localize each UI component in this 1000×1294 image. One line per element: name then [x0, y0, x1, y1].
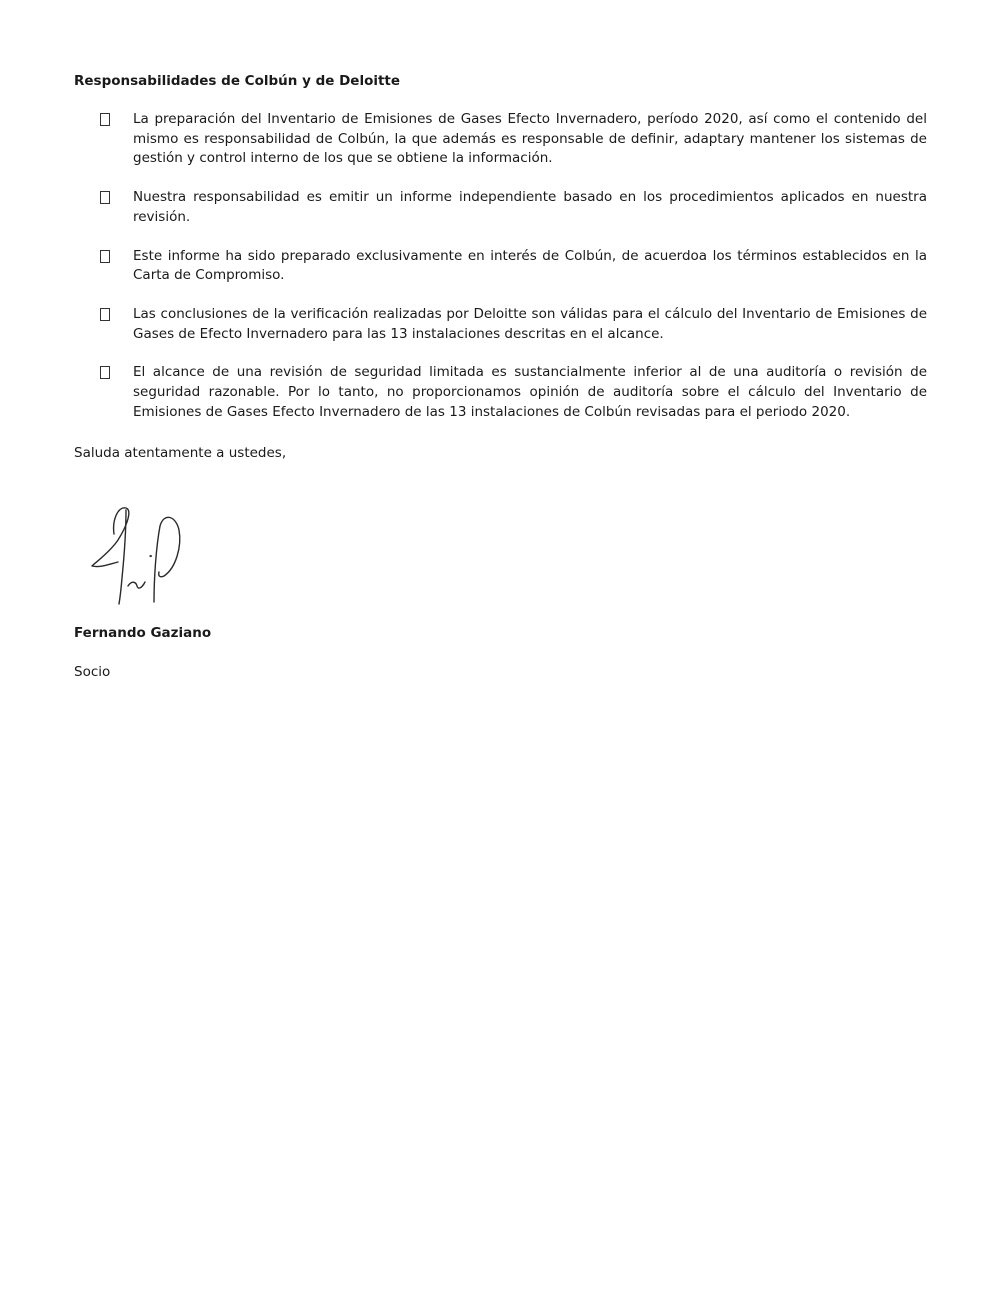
- list-item: [0, 305, 1000, 344]
- list-item: [0, 110, 1000, 169]
- signer-role: Socio: [74, 664, 111, 680]
- missing-glyph-box-icon: [100, 308, 110, 321]
- responsibilities-list: [0, 110, 1000, 441]
- closing-salutation: Saluda atentamente a ustedes,: [74, 445, 287, 461]
- list-item: [0, 363, 1000, 422]
- missing-glyph-box-icon: [100, 250, 110, 263]
- handwritten-signature-icon: [84, 498, 194, 610]
- list-item: [0, 188, 1000, 227]
- section-heading: Responsabilidades de Colbún y de Deloitte: [74, 73, 401, 89]
- list-item-text: El alcance de una revisión de seguridad limitada es sustancialmente inferior al de una auditoría o revisión de seguridad razonable. Por lo tanto, no proporcionamos opinión de auditoría sobre el cálculo del Inventario de Emisiones de Gases Efecto Invernadero de las 13 instalaciones de Colbún revisadas para el periodo 2020.: [133, 364, 927, 420]
- missing-glyph-box-icon: [100, 113, 110, 126]
- signer-name: Fernando Gaziano: [74, 625, 212, 641]
- list-item-text: Nuestra responsabilidad es emitir un informe independiente basado en los procedimientos aplicados en nuestra revisión.: [133, 189, 927, 225]
- list-item-text: La preparación del Inventario de Emisiones de Gases Efecto Invernadero, período 2020, así como el contenido del mismo es responsabilidad de Colbún, la que además es responsable de definir, adaptary mantener los sistemas de gestión y control interno de los que se obtiene la información.: [133, 111, 927, 167]
- missing-glyph-box-icon: [100, 191, 110, 204]
- list-item-text: Este informe ha sido preparado exclusivamente en interés de Colbún, de acuerdoa los términos establecidos en la Carta de Compromiso.: [133, 247, 927, 284]
- list-item-text: Las conclusiones de la verificación realizadas por Deloitte son válidas para el cálculo del Inventario de Emisiones de Gases de Efecto Invernadero para las 13 instalaciones descritas en el alcance.: [133, 305, 927, 342]
- list-item: [0, 247, 1000, 286]
- missing-glyph-box-icon: [100, 366, 110, 379]
